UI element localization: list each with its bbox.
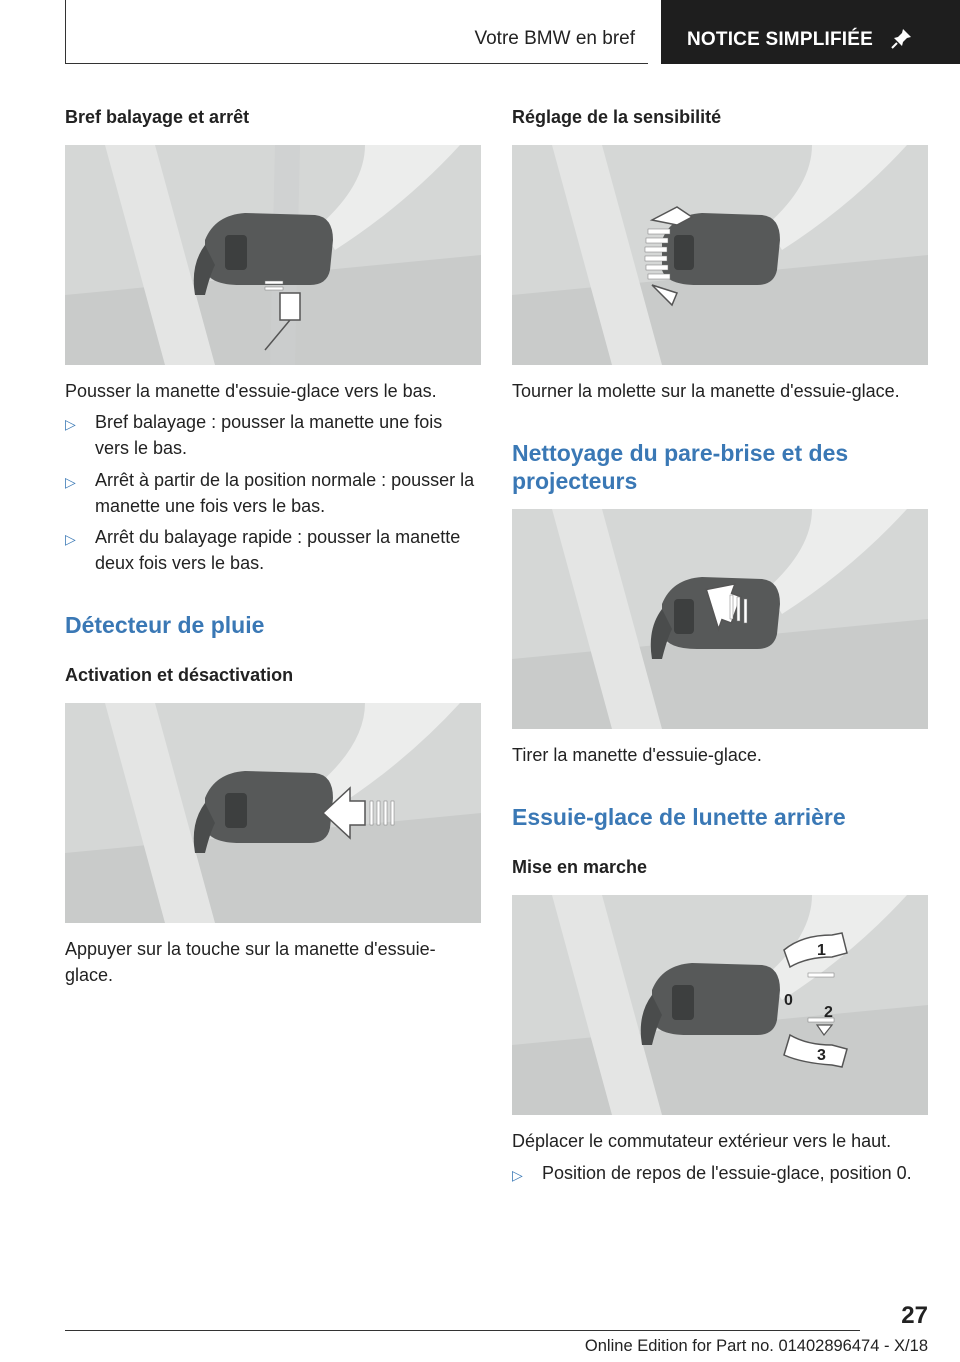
rain-caption: Appuyer sur la touche sur la manette d'essuie-glace.	[65, 939, 436, 985]
list-item	[65, 467, 481, 519]
bullet-triangle-icon: ▷	[65, 474, 76, 490]
sweep-bullet-1: Bref balayage : pousser la manette une fois vers le bas.	[95, 412, 443, 458]
list-item	[65, 524, 481, 576]
rear-position-0: 0	[784, 992, 793, 1009]
sweep-bullet-3: Arrêt du balayage rapide : pousser la manette deux fois vers le bas.	[95, 527, 461, 573]
figure-rain	[65, 703, 481, 923]
rear-caption: Déplacer le commutateur extérieur vers le haut.	[512, 1131, 892, 1151]
figure-sensitivity	[512, 145, 928, 365]
sensitivity-caption: Tourner la molette sur la manette d'essuie-glace.	[512, 381, 900, 401]
sensitivity-subhead: Réglage de la sensibilité	[512, 107, 722, 127]
rear-position-3: 3	[817, 1047, 826, 1064]
pin-icon	[891, 27, 913, 49]
page-number: 27	[901, 1302, 928, 1329]
bullet-triangle-icon: ▷	[65, 416, 76, 432]
section-title: Votre BMW en bref	[474, 28, 635, 49]
rear-position-2: 2	[824, 1004, 833, 1021]
figure-wash	[512, 509, 928, 729]
rear-position-1: 1	[817, 942, 826, 959]
guide-banner	[661, 0, 960, 64]
bullet-triangle-icon: ▷	[65, 531, 76, 547]
rear-subhead: Mise en marche	[512, 857, 648, 877]
header-rule-bottom	[65, 63, 648, 64]
guide-title: NOTICE SIMPLIFIÉE	[687, 29, 874, 50]
subhead-sweep: Bref balayage et arrêt	[65, 107, 250, 127]
sweep-bullet-2: Arrêt à partir de la position normale : pousser la manette une fois vers le bas.	[95, 470, 475, 516]
rear-heading: Essuie-glace de lunette arrière	[512, 804, 846, 830]
rain-subhead: Activation et désactivation	[65, 665, 294, 685]
header-rule-left	[65, 0, 66, 64]
list-item	[512, 1160, 928, 1186]
wash-caption: Tirer la manette d'essuie-glace.	[512, 745, 762, 765]
figure-rear	[512, 895, 928, 1115]
rain-heading: Détecteur de pluie	[65, 612, 265, 638]
bullet-triangle-icon: ▷	[512, 1167, 523, 1183]
sweep-caption: Pousser la manette d'essuie-glace vers le bas.	[65, 381, 437, 401]
rear-bullet-1: Position de repos de l'essuie-glace, position 0.	[542, 1163, 912, 1183]
wash-heading: Nettoyage du pare-brise et des projecteurs	[512, 440, 849, 494]
footer-edition: Online Edition for Part no. 01402896474 - X/18	[584, 1337, 928, 1355]
list-item	[65, 409, 481, 461]
footer-rule	[65, 1330, 860, 1331]
figure-sweep	[65, 145, 481, 365]
